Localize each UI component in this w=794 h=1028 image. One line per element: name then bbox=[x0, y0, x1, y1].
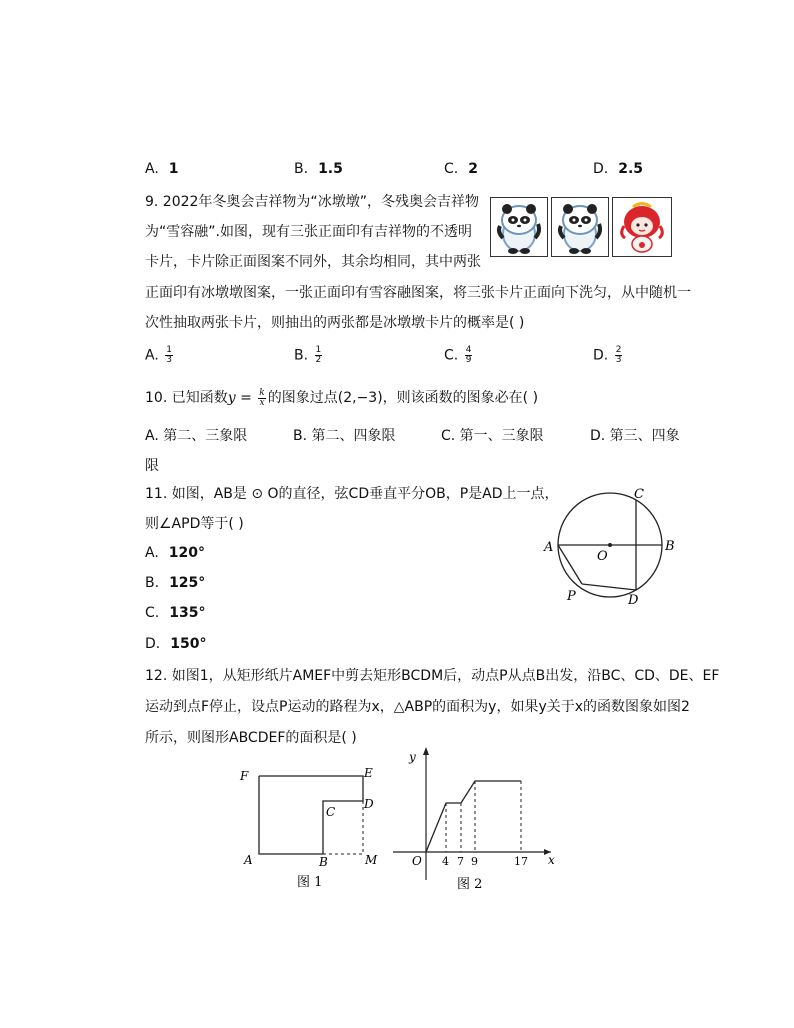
q8-option-d[interactable]: D. 2.5 bbox=[593, 161, 644, 177]
q12-text-line2: 运动到点F停止，设点P运动的路程为x，△ABP的面积为y，如果y关于x的函数图象如图2 bbox=[145, 699, 690, 715]
bing-dwen-dwen-card-1 bbox=[490, 197, 548, 257]
q12-text-line1: 12. 如图1，从矩形纸片AMEF中剪去矩形BCDM后，动点P从点B出发，沿BC、CD、DE、EF bbox=[145, 668, 720, 684]
q11-text-line2: 则∠APD等于( ) bbox=[145, 516, 244, 532]
fig1-label-m: M bbox=[365, 853, 378, 867]
q11-option-a[interactable]: A. 120° bbox=[145, 545, 206, 561]
q9-text-line1: 9. 2022年冬奥会吉祥物为“冰墩墩”，冬残奥会吉祥物 bbox=[145, 194, 479, 210]
fig1-label-e: E bbox=[364, 766, 373, 780]
label-c: C bbox=[634, 487, 644, 502]
fraction-k-over-x: $\frac{k}{x}$ bbox=[259, 387, 265, 408]
fig2-tick-7: 7 bbox=[457, 855, 464, 868]
fig1-label-f: F bbox=[240, 769, 249, 783]
fig2-tick-17: 17 bbox=[514, 855, 528, 868]
fig1-label-c: C bbox=[326, 805, 336, 819]
q11-option-b[interactable]: B. 125° bbox=[145, 575, 206, 591]
fig1-label-d: D bbox=[364, 797, 374, 811]
fig1-label-b: B bbox=[319, 855, 328, 869]
fraction: $\frac{1}{2}$ bbox=[315, 345, 322, 365]
panda-mascot-icon bbox=[491, 198, 547, 256]
q10-option-a[interactable]: A. 第二、三象限 bbox=[145, 428, 248, 444]
q10-option-d[interactable]: D. 第三、四象 bbox=[590, 428, 680, 444]
panda-mascot-icon bbox=[552, 198, 608, 256]
lantern-mascot-icon bbox=[613, 198, 671, 256]
q11-circle-figure bbox=[530, 480, 690, 615]
label-b: B bbox=[665, 539, 675, 554]
q9-option-a[interactable]: A. $\frac{1}{3}$ bbox=[145, 345, 172, 365]
q10-text: 10. 已知函数y = $\frac{k}{x}$ 的图象过点(2,−3)，则该函数的图象必在( ) bbox=[145, 387, 539, 408]
fig2-caption: 图 2 bbox=[457, 877, 483, 892]
q9-text-line4: 正面印有冰墩墩图案，一张正面印有雪容融图案，将三张卡片正面向下洗匀，从中随机一 bbox=[145, 285, 691, 301]
q10-option-b[interactable]: B. 第二、四象限 bbox=[293, 428, 396, 444]
bing-dwen-dwen-card-2 bbox=[551, 197, 609, 257]
label-p: P bbox=[567, 589, 576, 604]
q9-option-d[interactable]: D. $\frac{2}{3}$ bbox=[593, 345, 622, 365]
fraction: $\frac{2}{3}$ bbox=[615, 345, 622, 365]
label-o: O bbox=[597, 549, 608, 564]
q9-text-line3: 卡片，卡片除正面图案不同外，其余均相同，其中两张 bbox=[145, 254, 481, 270]
fraction: $\frac{4}{9}$ bbox=[465, 345, 472, 365]
q8-option-a[interactable]: A. 1 bbox=[145, 161, 179, 177]
q10-option-d-wrap: 限 bbox=[145, 458, 159, 474]
q8-option-b[interactable]: B. 1.5 bbox=[294, 161, 343, 177]
fig2-x-axis-label: x bbox=[548, 853, 555, 867]
q12-text-line3: 所示，则图形ABCDEF的面积是( ) bbox=[145, 730, 357, 746]
q9-text-line5: 次性抽取两张卡片，则抽出的两张都是冰墩墩卡片的概率是( ) bbox=[145, 315, 525, 331]
q9-option-b[interactable]: B. $\frac{1}{2}$ bbox=[294, 345, 322, 365]
fig2-y-axis-label: y bbox=[409, 750, 416, 764]
label-d: D bbox=[628, 593, 639, 608]
q9-text-line2: 为“雪容融”.如图，现有三张正面印有吉祥物的不透明 bbox=[145, 224, 472, 240]
fig2-tick-9: 9 bbox=[471, 855, 478, 868]
fig2-origin-label: O bbox=[412, 854, 422, 868]
q8-option-c[interactable]: C. 2 bbox=[444, 161, 478, 177]
q12-figure-2 bbox=[393, 745, 563, 895]
q11-option-d[interactable]: D. 150° bbox=[145, 636, 207, 652]
q10-option-c[interactable]: C. 第一、三象限 bbox=[441, 428, 544, 444]
fraction: $\frac{1}{3}$ bbox=[166, 345, 172, 365]
q11-text-line1: 11. 如图，AB是 ⊙ O的直径，弦CD垂直平分OB，P是AD上一点， bbox=[145, 486, 559, 502]
fig1-label-a: A bbox=[244, 853, 253, 867]
label-a: A bbox=[544, 540, 554, 555]
fig2-tick-4: 4 bbox=[442, 855, 449, 868]
q11-option-c[interactable]: C. 135° bbox=[145, 605, 206, 621]
q12-figure-1 bbox=[235, 760, 385, 895]
shuey-rhon-rhon-card bbox=[612, 197, 672, 257]
q9-option-c[interactable]: C. $\frac{4}{9}$ bbox=[444, 345, 472, 365]
fig1-caption: 图 1 bbox=[297, 875, 323, 890]
